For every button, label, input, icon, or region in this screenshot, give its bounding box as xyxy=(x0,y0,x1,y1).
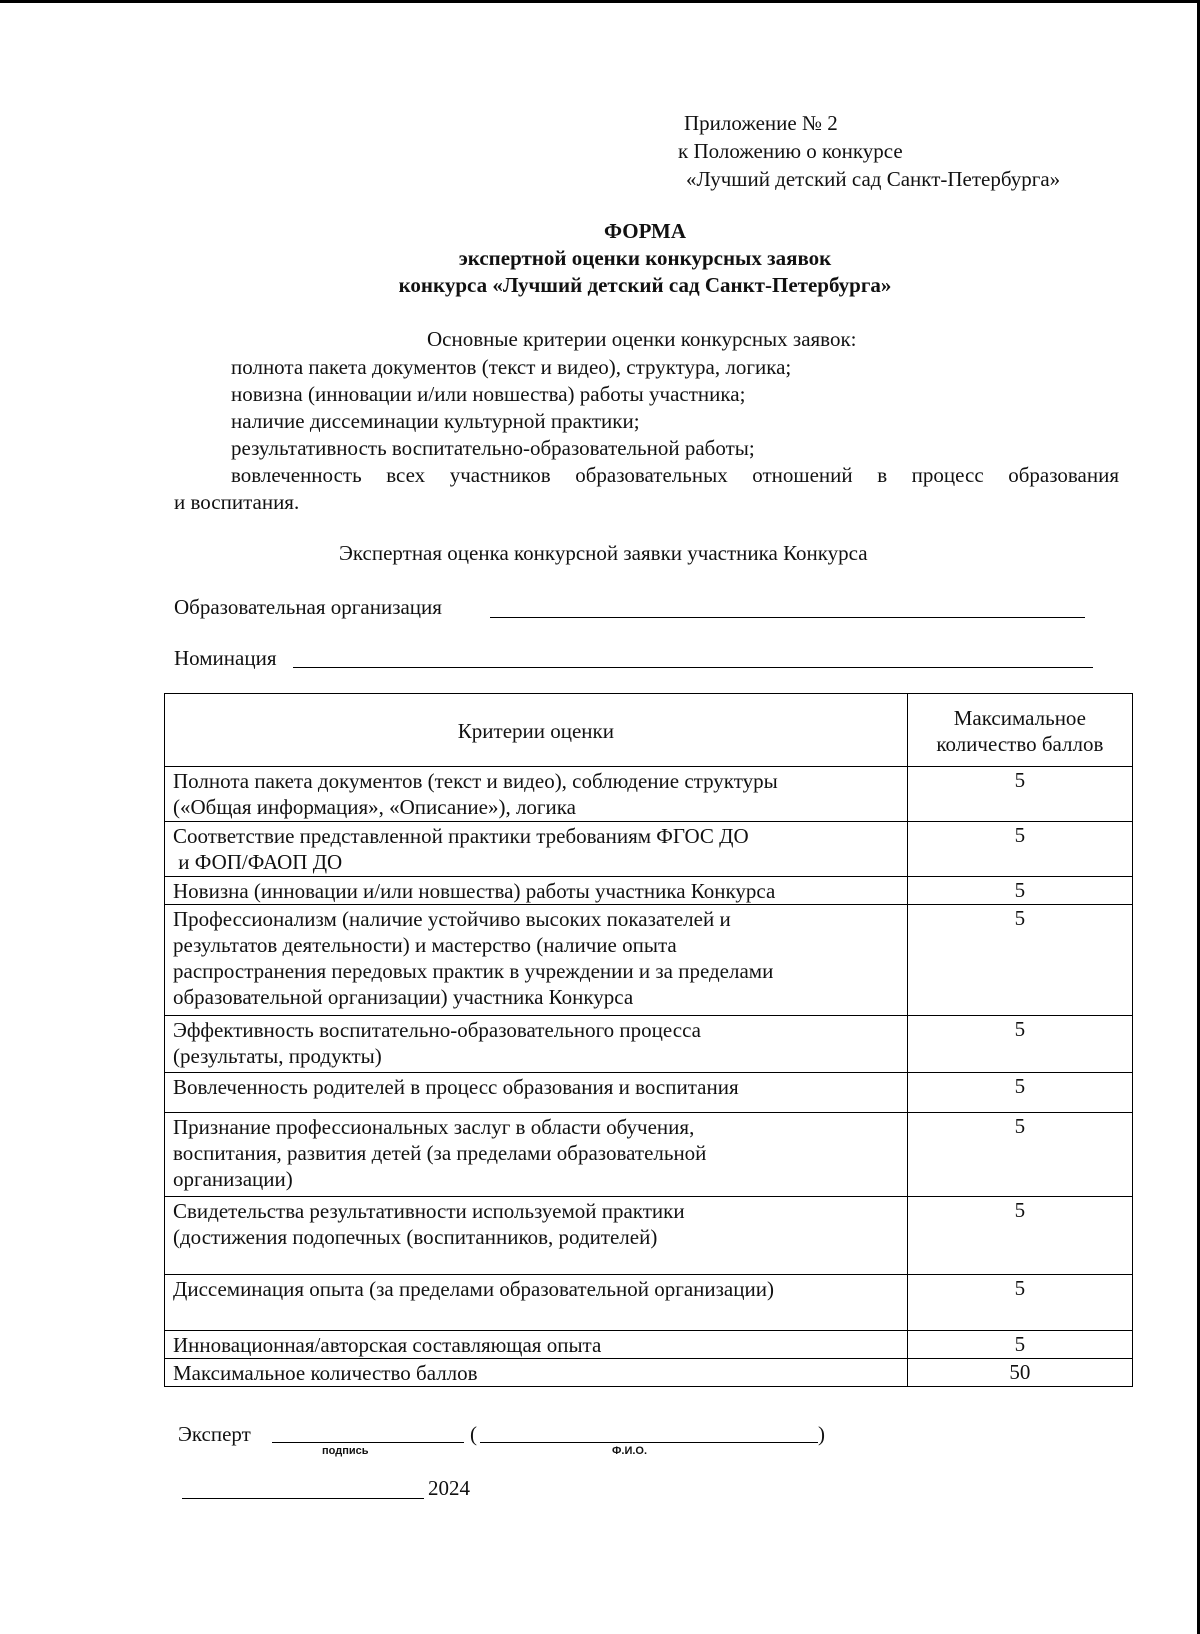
criterion-cell: Инновационная/авторская составляющая опыта xyxy=(165,1331,908,1359)
criteria-item: новизна (инновации и/или новшества) работы участника; xyxy=(231,382,746,406)
table-row xyxy=(165,1113,1133,1197)
criterion-cell: Диссеминация опыта (за пределами образовательной организации) xyxy=(165,1275,908,1331)
criterion-cell: Соответствие представленной практики требованиям ФГОС ДО и ФОП/ФАОП ДО xyxy=(165,822,908,877)
table-row xyxy=(165,1331,1133,1359)
points-cell: 5 xyxy=(907,1275,1132,1331)
year-text: 2024 xyxy=(428,1476,470,1500)
criterion-cell: Профессионализм (наличие устойчиво высоких показателей и результатов деятельности) и мастерство (наличие опыта распространения передовых практик в учреждении и за пределами образовательной организации) участника Конкурса xyxy=(165,905,908,1016)
criteria-table xyxy=(164,693,1133,1387)
criterion-cell: Полнота пакета документов (текст и видео), соблюдение структуры («Общая информация», «Описание»), логика xyxy=(165,767,908,822)
fio-open-paren: ( xyxy=(470,1422,477,1446)
form-subtitle-1: экспертной оценки конкурсных заявок xyxy=(458,246,832,270)
criterion-cell: Новизна (инновации и/или новшества) работы участника Конкурса xyxy=(165,877,908,905)
appendix-line-2: к Положению о конкурсе xyxy=(678,139,903,163)
criterion-cell: Свидетельства результативности используемой практики (достижения подопечных (воспитанников, родителей) xyxy=(165,1197,908,1275)
criteria-item: полнота пакета документов (текст и видео), структура, логика; xyxy=(231,355,792,379)
table-row xyxy=(165,767,1133,822)
nomination-blank-line[interactable] xyxy=(293,667,1093,668)
scan-border-top xyxy=(0,0,1200,3)
appendix-line-1: Приложение № 2 xyxy=(684,111,838,135)
total-points-cell: 50 xyxy=(907,1359,1132,1387)
fio-blank-line[interactable] xyxy=(480,1442,818,1443)
criteria-item-continued: и воспитания. xyxy=(174,490,300,514)
signature-caption: подпись xyxy=(322,1445,369,1457)
criteria-item: вовлеченность всех участников образовательных отношений в процесс образования xyxy=(231,463,1119,487)
fio-caption: Ф.И.О. xyxy=(612,1445,648,1457)
table-row xyxy=(165,822,1133,877)
total-label-cell: Максимальное количество баллов xyxy=(165,1359,908,1387)
criteria-item: наличие диссеминации культурной практики; xyxy=(231,409,640,433)
points-cell: 5 xyxy=(907,1113,1132,1197)
nomination-label: Номинация xyxy=(174,646,277,670)
criterion-cell: Вовлеченность родителей в процесс образования и воспитания xyxy=(165,1073,908,1113)
table-row xyxy=(165,1275,1133,1331)
form-title: ФОРМА xyxy=(603,219,687,243)
points-cell: 5 xyxy=(907,877,1132,905)
header-criteria: Критерии оценки xyxy=(165,694,908,767)
form-subtitle-2: конкурса «Лучший детский сад Санкт-Петербурга» xyxy=(398,273,892,297)
table-total-row xyxy=(165,1359,1133,1387)
organization-label: Образовательная организация xyxy=(174,595,442,619)
table-row xyxy=(165,1073,1133,1113)
points-cell: 5 xyxy=(907,1016,1132,1073)
points-cell: 5 xyxy=(907,767,1132,822)
expert-label: Эксперт xyxy=(178,1422,251,1446)
date-blank-line[interactable] xyxy=(182,1498,424,1499)
criterion-cell: Признание профессиональных заслуг в области обучения, воспитания, развития детей (за пределами образовательной организации) xyxy=(165,1113,908,1197)
points-cell: 5 xyxy=(907,905,1132,1016)
table-row xyxy=(165,1016,1133,1073)
evaluation-heading: Экспертная оценка конкурсной заявки участника Конкурса xyxy=(339,541,868,565)
points-cell: 5 xyxy=(907,1331,1132,1359)
appendix-line-3: «Лучший детский сад Санкт-Петербурга» xyxy=(686,167,1061,191)
points-cell: 5 xyxy=(907,822,1132,877)
criteria-item: результативность воспитательно-образовательной работы; xyxy=(231,436,755,460)
fio-close-paren: ) xyxy=(818,1422,825,1446)
points-cell: 5 xyxy=(907,1073,1132,1113)
signature-blank-line[interactable] xyxy=(272,1442,464,1443)
table-row xyxy=(165,905,1133,1016)
points-cell: 5 xyxy=(907,1197,1132,1275)
table-header-row xyxy=(165,694,1133,767)
criteria-heading: Основные критерии оценки конкурсных заявок: xyxy=(427,327,857,351)
organization-blank-line[interactable] xyxy=(490,617,1085,618)
table-row xyxy=(165,1197,1133,1275)
criterion-cell: Эффективность воспитательно-образовательного процесса (результаты, продукты) xyxy=(165,1016,908,1073)
header-max-points: Максимальное количество баллов xyxy=(907,694,1132,767)
table-row xyxy=(165,877,1133,905)
